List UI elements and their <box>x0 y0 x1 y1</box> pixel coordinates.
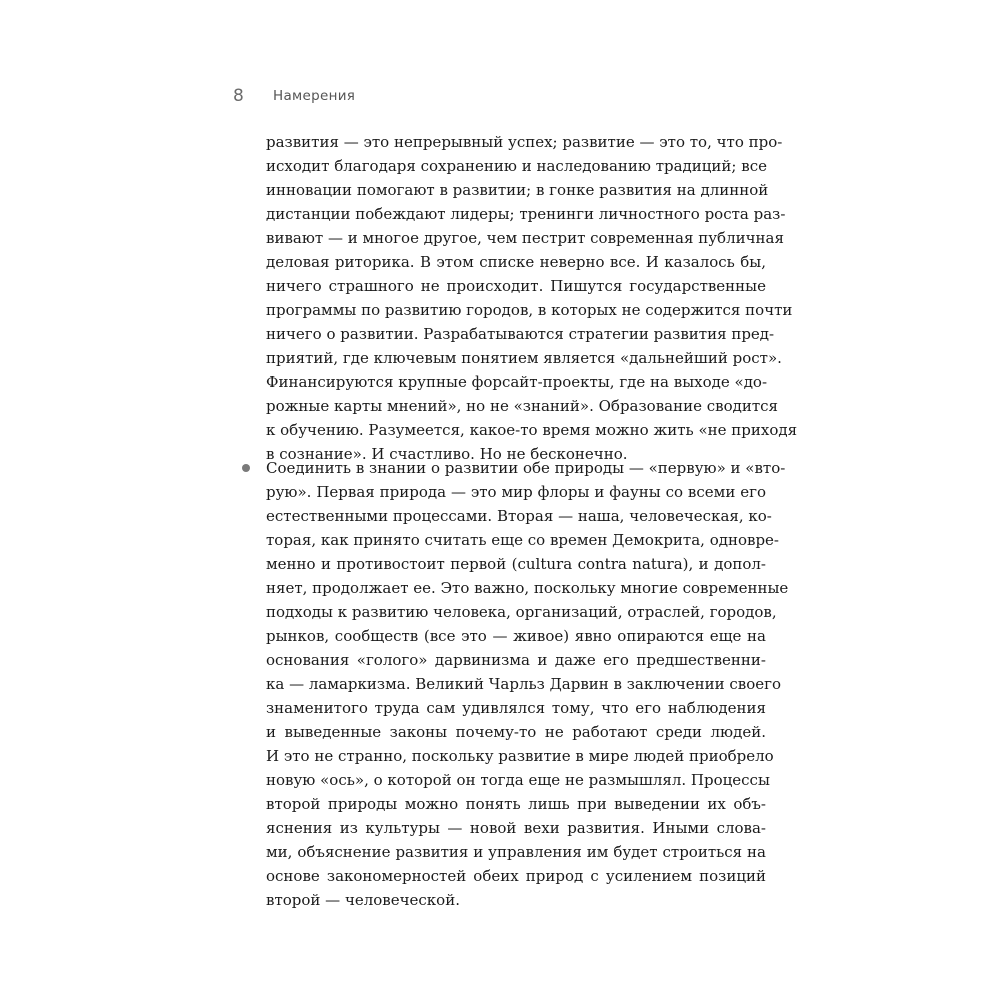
text-line: рую». Первая природа — это мир флоры и фауны со всеми его <box>266 483 766 501</box>
text-line: приятий, где ключевым понятием является «дальнейший рост». <box>266 349 782 367</box>
text-line: ничего о развитии. Разрабатываются стратегии развития пред- <box>266 325 775 343</box>
text-line: менно и противостоит первой (cultura contra natura), и допол- <box>266 555 766 573</box>
bullet-point-icon <box>242 464 250 472</box>
text-line: исходит благодаря сохранению и наследованию традиций; все <box>266 157 767 175</box>
text-line: Соединить в знании о развитии обе природы — «первую» и «вто- <box>266 459 786 477</box>
text-line: рожные карты мнений», но не «знаний». Образование сводится <box>266 397 779 415</box>
text-line: к обучению. Разумеется, какое-то время можно жить «не приходя <box>266 421 798 439</box>
text-line: деловая риторика. В этом списке неверно все. И казалось бы, <box>266 253 766 271</box>
text-line: в сознание». И счастливо. Но не бесконечно. <box>266 445 628 463</box>
text-line: яснения из культуры — новой вехи развития. Иными слова- <box>266 819 766 837</box>
text-line: рынков, сообществ (все это — живое) явно опираются еще на <box>266 627 766 645</box>
text-line: и выведенные законы почему-то не работают среди людей. <box>266 723 766 741</box>
text-line: развития — это непрерывный успех; развитие — это то, что про- <box>266 133 783 151</box>
text-line: инновации помогают в развитии; в гонке развития на длинной <box>266 181 769 199</box>
text-line: ка — ламаркизма. Великий Чарльз Дарвин в заключении своего <box>266 675 782 693</box>
text-line: няет, продолжает ее. Это важно, поскольку многие современные <box>266 579 789 597</box>
text-line: ми, объяснение развития и управления им будет строиться на <box>266 843 766 861</box>
text-line: И это не странно, поскольку развитие в мире людей приобрело <box>266 747 774 765</box>
text-line: второй — человеческой. <box>266 891 460 909</box>
text-line: основания «голого» дарвинизма и даже его предшественни- <box>266 651 766 669</box>
text-line: вивают — и многое другое, чем пестрит современная публичная <box>266 229 784 247</box>
text-line: знаменитого труда сам удивлялся тому, что его наблюдения <box>266 699 766 717</box>
section-title: Намерения <box>273 88 356 104</box>
text-line: программы по развитию городов, в которых не содержится почти <box>266 301 793 319</box>
text-line: Финансируются крупные форсайт-проекты, где на выходе «до- <box>266 373 768 391</box>
page-number: 8 <box>233 86 244 106</box>
text-line: подходы к развитию человека, организаций, отраслей, городов, <box>266 603 777 621</box>
text-line: второй природы можно понять лишь при выведении их объ- <box>266 795 766 813</box>
text-line: дистанции побеждают лидеры; тренинги личностного роста раз- <box>266 205 786 223</box>
running-header <box>233 84 355 108</box>
text-line: торая, как принято считать еще со времен Демокрита, одновре- <box>266 531 779 549</box>
text-line: естественными процессами. Вторая — наша, человеческая, ко- <box>266 507 772 525</box>
text-line: новую «ось», о которой он тогда еще не размышлял. Процессы <box>266 771 770 789</box>
text-line: ничего страшного не происходит. Пишутся государственные <box>266 277 766 295</box>
text-line: основе закономерностей обеих природ с усилением позиций <box>266 867 766 885</box>
